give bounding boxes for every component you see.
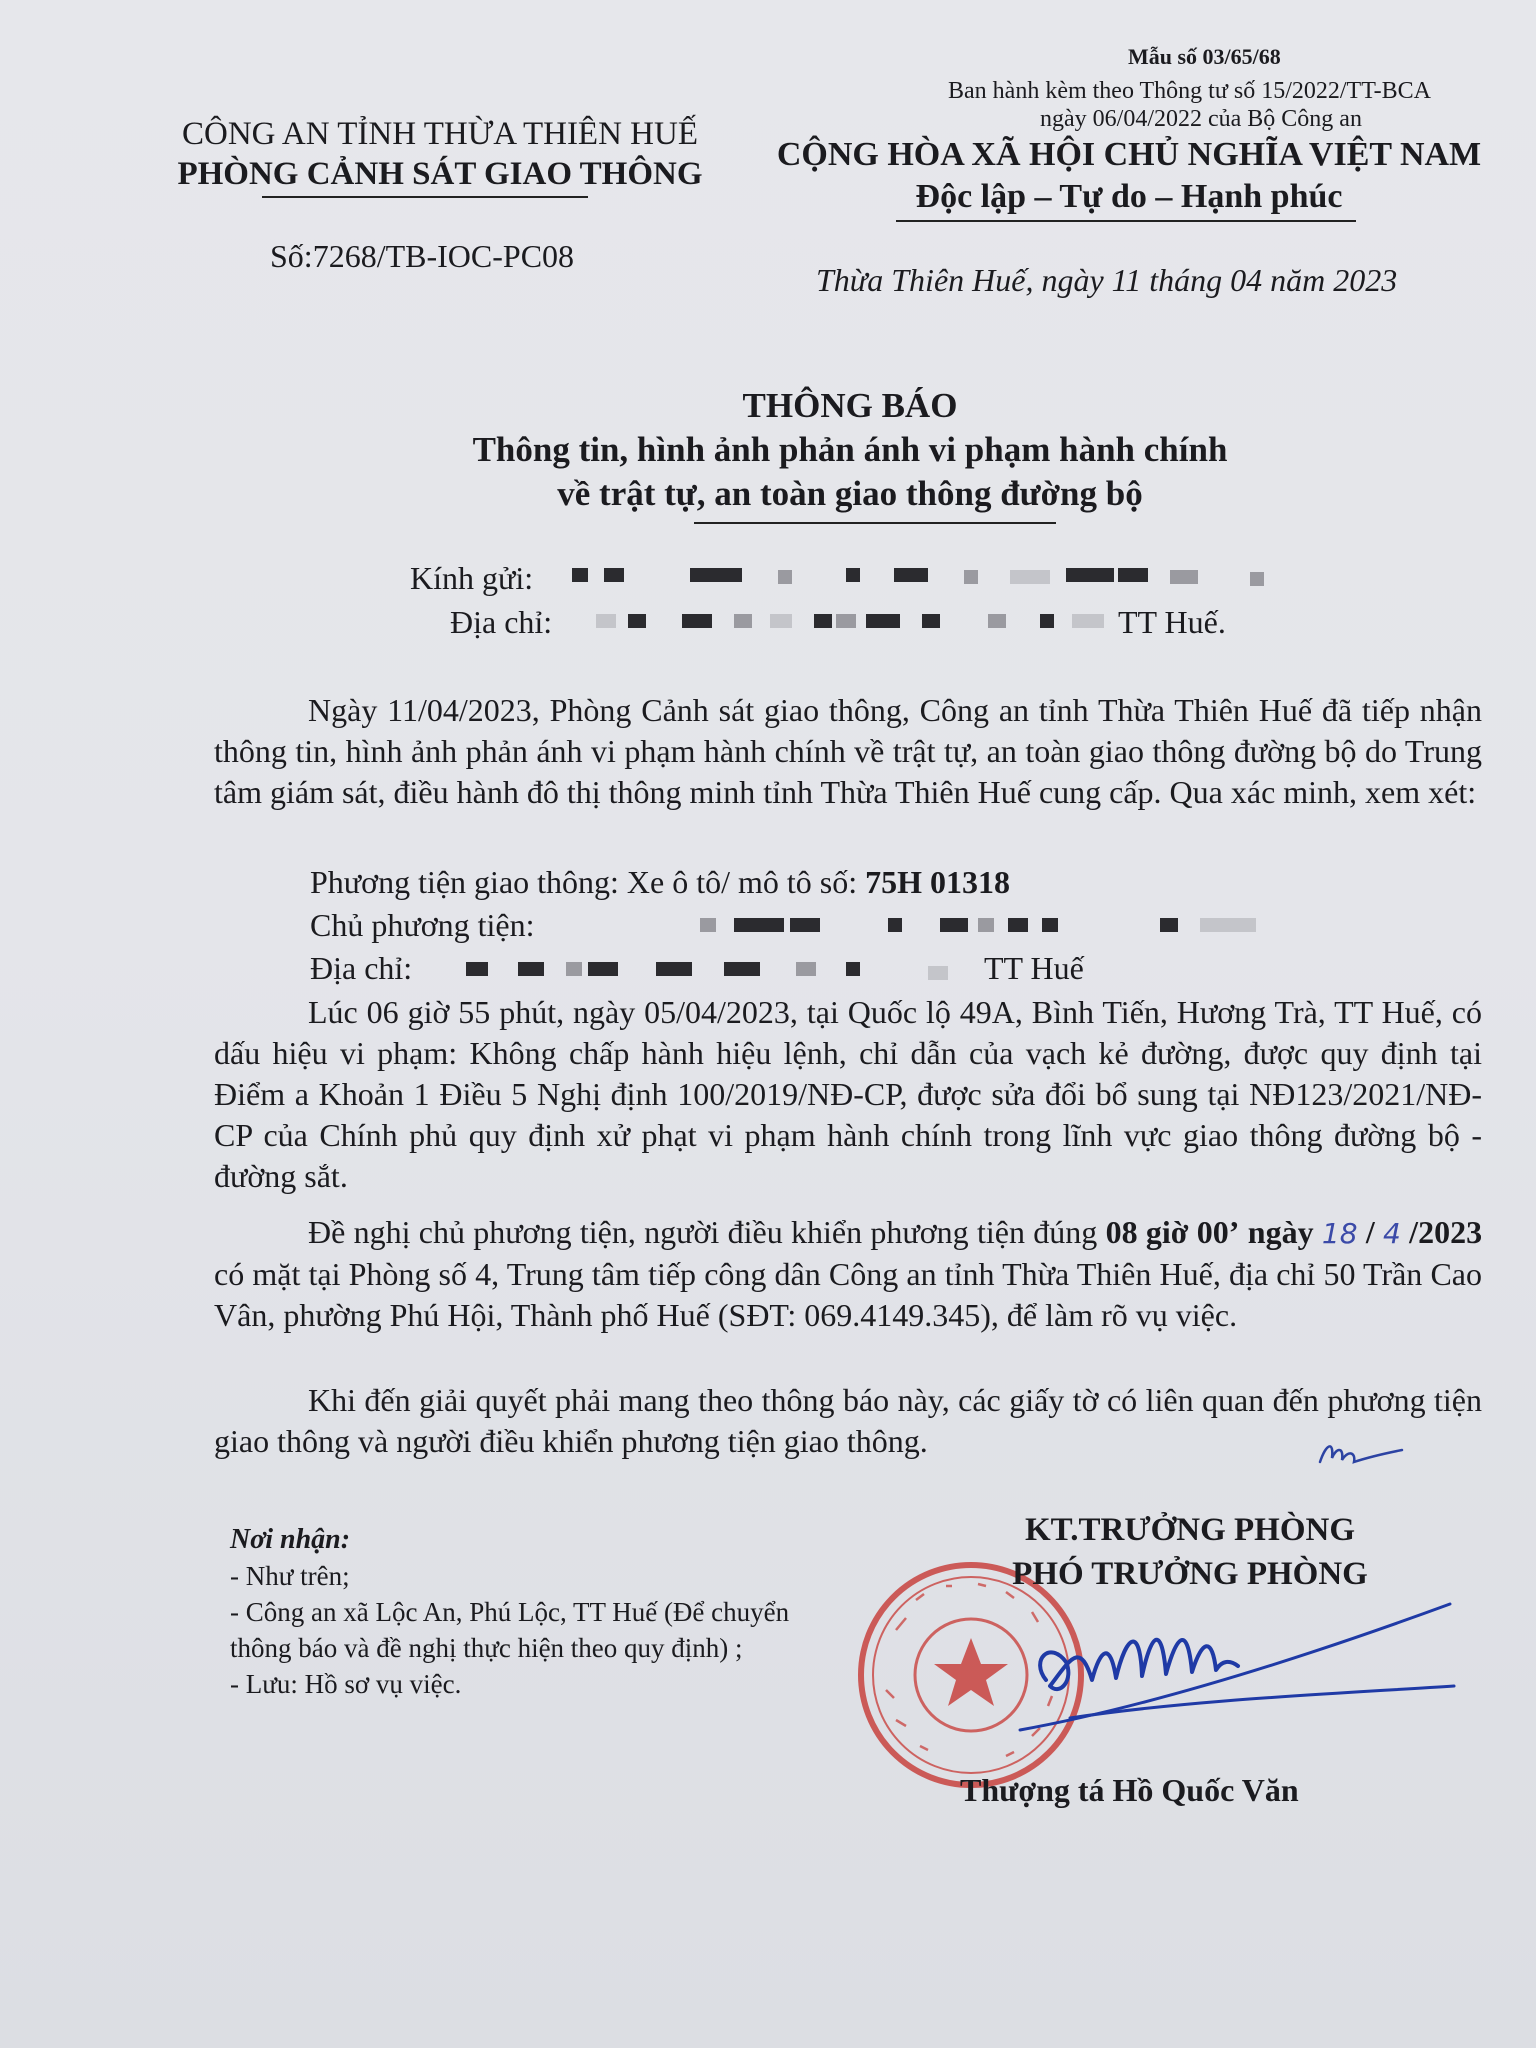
title-underline <box>694 522 1056 524</box>
vehicle-label: Phương tiện giao thông: Xe ô tô/ mô tô số: <box>310 864 866 900</box>
nation-line-1: CỘNG HÒA XÃ HỘI CHỦ NGHĨA VIỆT NAM <box>776 136 1482 173</box>
owner-address-label: Địa chỉ: <box>310 950 413 986</box>
recipients-block <box>230 1522 830 1702</box>
title-main: THÔNG BÁO <box>742 386 958 425</box>
agency-line-1: CÔNG AN TỈNH THỪA THIÊN HUẾ <box>181 116 698 152</box>
recipient-item: - Công an xã Lộc An, Phú Lộc, TT Huế (Để chuyển thông báo và đề nghị thực hiện theo quy định) ; <box>230 1597 790 1663</box>
handwritten-month: 4 <box>1383 1217 1401 1250</box>
owner-address-tail: TT Huế <box>984 950 1084 986</box>
recipient-item: - Như trên; <box>230 1561 350 1591</box>
agency-block <box>150 114 730 194</box>
owner-label: Chủ phương tiện: <box>310 907 535 943</box>
signature-title <box>900 1508 1480 1596</box>
handwritten-day: 18 <box>1321 1217 1358 1250</box>
national-motto <box>764 134 1494 218</box>
paragraph-violation: Lúc 06 giờ 55 phút, ngày 05/04/2023, tại Quốc lộ 49A, Bình Tiến, Hương Trà, TT Huế, có dấu hiệu vi phạm: Không chấp hành hiệu lệnh, chỉ dẫn của vạch kẻ đường, được quy định tại Điểm a Khoản 1 Điều 5 Nghị định 100/2019/NĐ-CP, được sửa đổi bổ sung tại NĐ123/2021/NĐ-CP của Chính phủ quy định xử phạt vi phạm hành chính trong lĩnh vực giao thông đường bộ - đường sắt. <box>214 994 1482 1194</box>
issued-by-line-1: Ban hành kèm theo Thông tư số 15/2022/TT-BCA <box>948 78 1431 104</box>
motto-underline <box>896 220 1356 222</box>
title-sub-2: về trật tự, an toàn giao thông đường bộ <box>557 474 1143 513</box>
signer-name: Thượng tá Hồ Quốc Văn <box>960 1772 1299 1808</box>
summons-time: 08 giờ 00’ <box>1105 1214 1240 1250</box>
document-number: Số:7268/TB-IOC-PC08 <box>270 238 575 274</box>
recipient-address-label: Địa chỉ: <box>450 604 553 640</box>
date-slash: / <box>1365 1214 1375 1250</box>
summons-intro: Đề nghị chủ phương tiện, người điều khiển phương tiện đúng <box>308 1214 1106 1250</box>
recipients-heading: Nơi nhận: <box>230 1524 351 1555</box>
recipient-address-tail: TT Huế. <box>1118 604 1226 640</box>
paragraph-summons <box>214 1212 1482 1336</box>
vehicle-plate: 75H 01318 <box>865 864 1011 900</box>
issued-by-line-2: ngày 06/04/2022 của Bộ Công an <box>1040 106 1362 132</box>
signature-line-2: PHÓ TRƯỞNG PHÒNG <box>1012 1556 1368 1592</box>
paragraph-requirements: Khi đến giải quyết phải mang theo thông báo này, các giấy tờ có liên quan đến phương tiện giao thông và người điều khiển phương tiện giao thông. <box>214 1382 1482 1459</box>
form-number: Mẫu số 03/65/68 <box>1128 44 1281 69</box>
agency-underline <box>262 196 588 198</box>
paragraph-intro: Ngày 11/04/2023, Phòng Cảnh sát giao thông, Công an tỉnh Thừa Thiên Huế đã tiếp nhận thông tin, hình ảnh phản ánh vi phạm hành chính về trật tự, an toàn giao thông đường bộ do Trung tâm giám sát, điều hành đô thị thông minh tỉnh Thừa Thiên Huế cung cấp. Qua xác minh, xem xét: <box>214 692 1482 810</box>
handwritten-initial-mark <box>1316 1436 1406 1470</box>
nation-line-2: Độc lập – Tự do – Hạnh phúc <box>915 178 1343 215</box>
recipient-label: Kính gửi: <box>410 560 534 596</box>
title-sub-1: Thông tin, hình ảnh phản ánh vi phạm hành chính <box>472 430 1228 469</box>
agency-line-2: PHÒNG CẢNH SÁT GIAO THÔNG <box>177 156 703 192</box>
place-date: Thừa Thiên Huế, ngày 11 tháng 04 năm 2023 <box>816 262 1398 298</box>
summons-ngay: ngày <box>1247 1214 1314 1250</box>
summons-location: có mặt tại Phòng số 4, Trung tâm tiếp công dân Công an tỉnh Thừa Thiên Huế, địa chỉ 50 Trần Cao Vân, phường Phú Hội, Thành phố Huế (SĐT: 069.4149.345), để làm rõ vụ việc. <box>214 1256 1482 1333</box>
signature-line-1: KT.TRƯỞNG PHÒNG <box>1025 1512 1355 1548</box>
summons-year: /2023 <box>1409 1214 1483 1250</box>
vehicle-line <box>310 864 1010 901</box>
handwritten-signature <box>1010 1600 1460 1750</box>
recipient-item: - Lưu: Hồ sơ vụ việc. <box>230 1669 462 1699</box>
document-title <box>300 384 1400 516</box>
